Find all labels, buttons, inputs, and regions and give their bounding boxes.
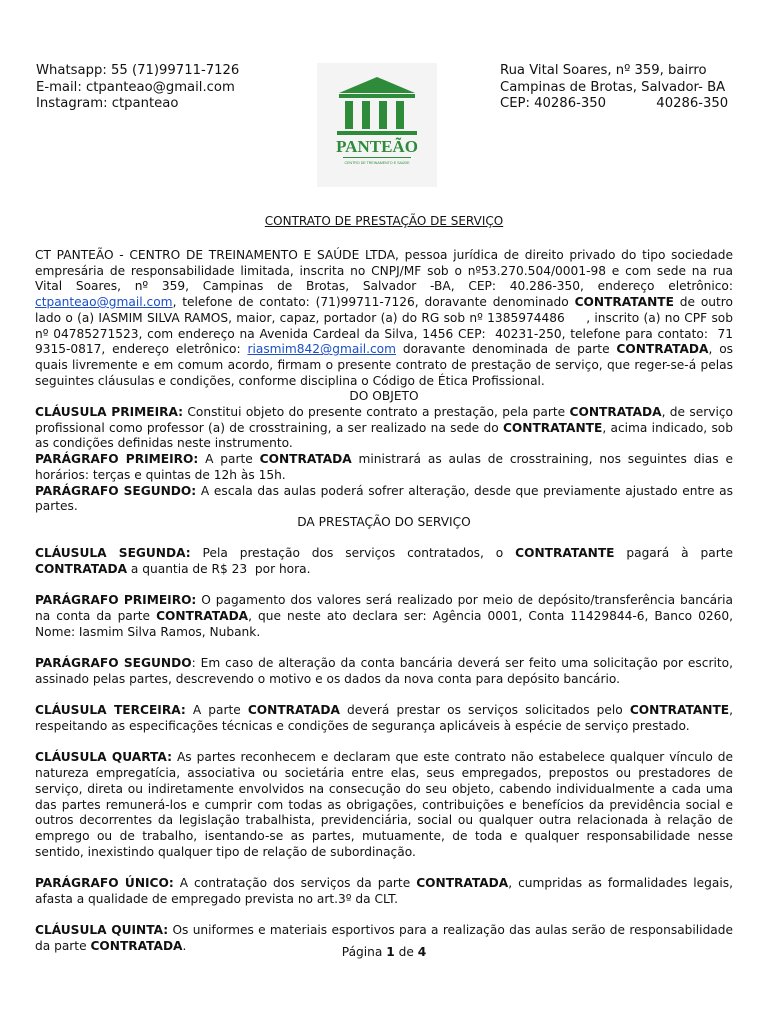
header-contact (36, 63, 239, 113)
section-heading-objeto: DO OBJETO (349, 389, 419, 404)
clausula-primeira: CLÁUSULA PRIMEIRA: Constitui objeto do presente contrato a prestação, pela parte CONTRATADA, de serviço profissional como professor (a) de crosstraining, a ser realizado na sede do CONTRATANTE, acima indicado, sob as condições definidas neste instrumento. (35, 405, 733, 451)
svg-text:CENTRO DE TREINAMENTO E SAÚDE: CENTRO DE TREINAMENTO E SAÚDE (344, 161, 410, 165)
page-number: Página 1 de 4 (341, 945, 427, 959)
svg-text:PANTEÃO: PANTEÃO (336, 137, 418, 156)
clausula-terceira: CLÁUSULA TERCEIRA: A parte CONTRATADA deverá prestar os serviços solicitados pelo CONTRATANTE, respeitando as especificações técnicas e condições de segurança aplicáveis à espécie de serviço prestado. (35, 703, 734, 734)
contract-title: CONTRATO DE PRESTAÇÃO DE SERVIÇO (264, 214, 504, 228)
paragrafo-segundo-objeto: PARÁGRAFO SEGUNDO: A escala das aulas poderá sofrer alteração, desde que previamente ajustado entre as partes. (35, 483, 733, 514)
contratante-email-link[interactable]: ctpanteao@gmail.com (35, 295, 173, 310)
header-address-city: Campinas de Brotas, Salvador- BA (500, 79, 726, 95)
header-instagram: Instagram: ctpanteao (36, 96, 179, 111)
clausula-quarta: CLÁUSULA QUARTA: As partes reconhecem e declaram que este contrato não estabelece qualquer vínculo de natureza empregatícia, associativa ou societária entre elas, seus empregados, prepostos ou prestadores de serviço, direta ou indiretamente envolvidos na consecução do seu objeto, cabendo individualmente a cada uma das partes remunerá-los e cumprir com todas as obrigações, contribuições e benefícios da previdência social e outros decorrentes da legislação trabalhista, previdenciária, social ou qualquer outra relacionada à relação de emprego ou de trabalho, isentando-se as partes, mutuamente, de toda e qualquer responsabilidade nesse sentido, inexistindo qualquer tipo de relação de subordinação. (35, 750, 734, 859)
paragrafo-primeiro-objeto: PARÁGRAFO PRIMEIRO: A parte CONTRATADA ministrará as aulas de crosstraining, nos seguintes dias e horários: terças e quintas de 12h às 15h. (35, 452, 733, 482)
paragrafo-segundo-pagamento: PARÁGRAFO SEGUNDO: Em caso de alteração da conta bancária deverá ser feito uma solicitação por escrito, assinado pelas partes, descrevendo o motivo e os dados da nova conta para depósito bancário. (35, 656, 733, 686)
contratada-email-link[interactable]: riasmim842@gmail.com (247, 342, 397, 357)
header-address (500, 63, 728, 113)
intro-paragraph: CT PANTEÃO - CENTRO DE TREINAMENTO E SAÚDE LTDA, pessoa jurídica de direito privado do tipo sociedade empresária de responsabilidade limitada, inscrita no CNPJ/MF sob o nº53.270.504/0001-98 e com sede na rua Vital Soares, nº 359, Campinas de Brotas, Salvador -BA, CEP: 40.286-350, endereço eletrônico: ctpanteao@gmail.com, telefone de contato: (71)99711-7126, doravante denominado CONTRATANTE de outro lado o (a) IASMIM SILVA RAMOS, maior, capaz, portador (a) do RG sob nº 1385974486 , inscrito (a) no CPF sob nº 04785271523, com endereço na Avenida Cardeal da Silva, 1456 CEP: 40231-250, telefone para contato: 71 9315-0817, endereço eletrônico: riasmim842@gmail.com doravante denominada de parte CONTRATADA, os quais livremente e em comum acordo, firmam o presente contrato de prestação de serviço, que reger-se-á pelas seguintes cláusulas e condições, conforme disciplina o Código de Ética Profissional. (35, 248, 737, 388)
clausula-quinta: CLÁUSULA QUINTA: Os uniformes e materiais esportivos para a realização das aulas serão de responsabilidade da parte CONTRATADA. (35, 923, 734, 953)
header-email: E-mail: ctpanteao@gmail.com (36, 79, 235, 95)
contract-body (35, 248, 737, 955)
panteao-logo (317, 63, 437, 187)
section-heading-prestacao: DA PRESTAÇÃO DO SERVIÇO (297, 514, 471, 529)
header-address-cep: CEP: 40286-350 40286-350 (500, 96, 729, 111)
header-whatsapp: Whatsapp: 55 (71)99711-7126 (36, 63, 240, 78)
paragrafo-primeiro-pagamento: PARÁGRAFO PRIMEIRO: O pagamento dos valores será realizado por meio de depósito/transferência bancária na conta da parte CONTRATADA, que neste ato declara ser: Agência 0001, Conta 11429844-6, Banco 0260, Nome: Iasmim Silva Ramos, Nubank. (35, 593, 734, 639)
header-address-street: Rua Vital Soares, nº 359, bairro (500, 63, 707, 78)
clausula-segunda: CLÁUSULA SEGUNDA: Pela prestação dos serviços contratados, o CONTRATANTE pagará à parte CONTRATADA a quantia de R$ 23 por hora. (35, 546, 733, 577)
panteao-logo-graphic (317, 63, 437, 187)
paragrafo-unico: PARÁGRAFO ÚNICO: A contratação dos serviços da parte CONTRATADA, cumpridas as formalidades legais, afasta a qualidade de empregado prevista no art.3º da CLT. (35, 876, 733, 906)
